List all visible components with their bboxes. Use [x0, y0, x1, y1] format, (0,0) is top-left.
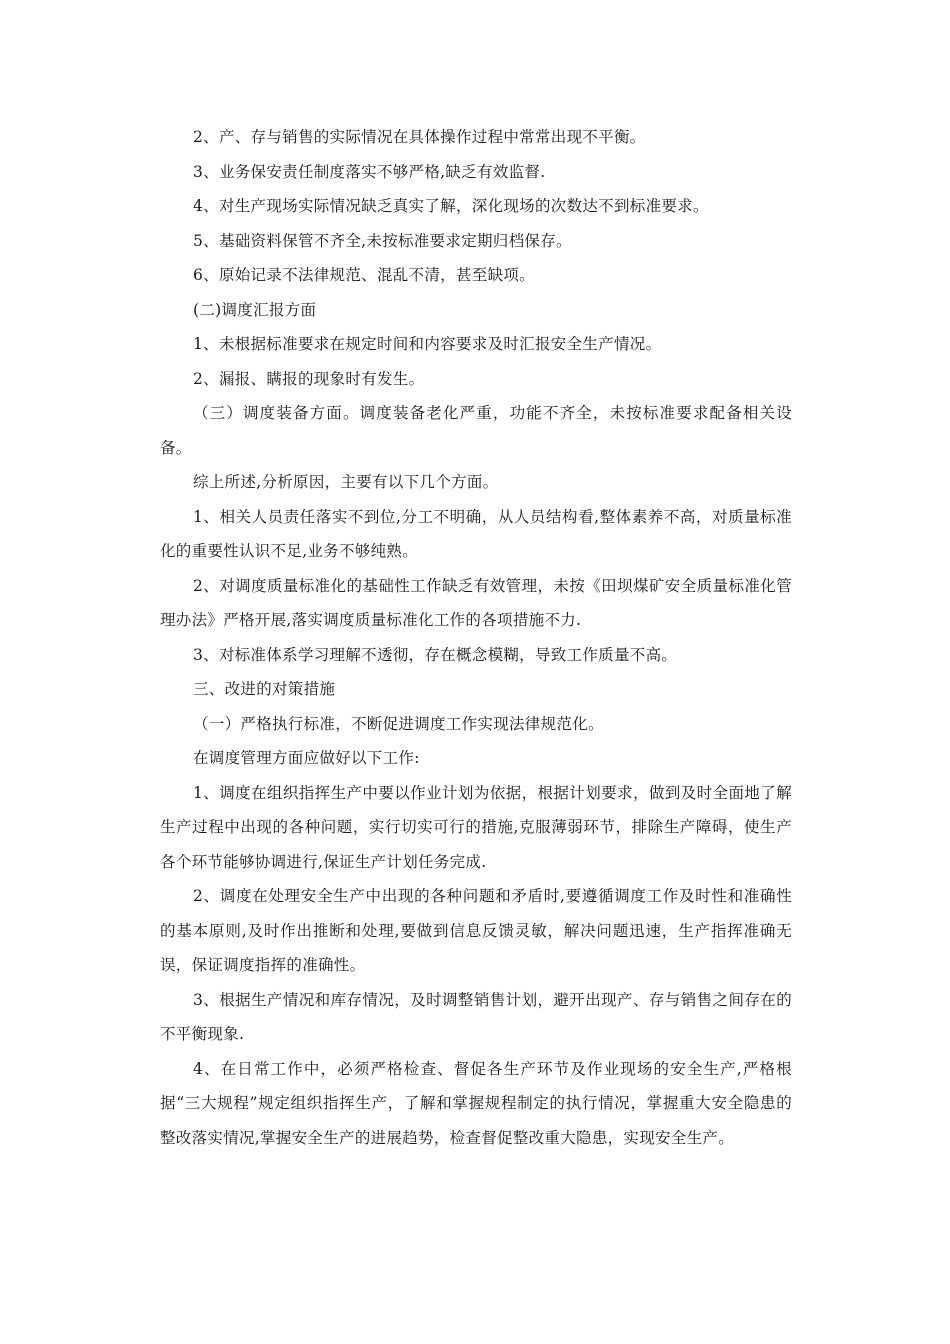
- document-body: [160, 120, 792, 1155]
- paragraph: （三）调度装备方面。调度装备老化严重，功能不齐全，未按标准要求配备相关设备。: [160, 404, 792, 457]
- section-heading: 三、改进的对策措施: [193, 680, 336, 698]
- paragraph: 3、对标准体系学习理解不透彻，存在概念模糊，导致工作质量不高。: [193, 645, 678, 664]
- paragraph: 1、相关人员责任落实不到位,分工不明确，从人员结构看,整体素养不高，对质量标准化的重要性认识不足,业务不够纯熟。: [160, 507, 792, 560]
- paragraph: 2、漏报、瞒报的现象时有发生。: [193, 369, 425, 388]
- paragraph: 在调度管理方面应做好以下工作:: [193, 749, 420, 767]
- paragraph: 2、对调度质量标准化的基础性工作缺乏有效管理，未按《田坝煤矿安全质量标准化管理办法》严格开展,落实调度质量标准化工作的各项措施不力.: [160, 576, 792, 629]
- paragraph: 综上所述,分析原因，主要有以下几个方面。: [193, 473, 499, 491]
- paragraph: 3、根据生产情况和库存情况，及时调整销售计划，避开出现产、存与销售之间存在的不平衡现象.: [160, 990, 792, 1043]
- paragraph: 3、业务保安责任制度落实不够严格,缺乏有效监督.: [193, 162, 546, 181]
- paragraph: 1、未根据标准要求在规定时间和内容要求及时汇报安全生产情况。: [193, 335, 662, 353]
- subsection-heading: （一）严格执行标准，不断促进调度工作实现法律规范化。: [193, 714, 604, 733]
- paragraph: 6、原始记录不法律规范、混乱不清，甚至缺项。: [193, 266, 535, 284]
- paragraph: 2、产、存与销售的实际情况在具体操作过程中常常出现不平衡。: [193, 128, 646, 146]
- paragraph: 1、调度在组织指挥生产中要以作业计划为依据，根据计划要求，做到及时全面地了解生产过程中出现的各种问题，实行切实可行的措施,克服薄弱环节，排除生产障碍，使生产各个环节能够协调进行,保证生产计划任务完成.: [160, 783, 792, 871]
- paragraph: 5、基础资料保管不齐全,未按标准要求定期归档保存。: [193, 231, 572, 250]
- paragraph: 4、对生产现场实际情况缺乏真实了解，深化现场的次数达不到标准要求。: [193, 197, 709, 215]
- paragraph: 4、在日常工作中，必须严格检查、督促各生产环节及作业现场的安全生产,严格根据“三大规程”规定组织指挥生产，了解和掌握规程制定的执行情况，掌握重大安全隐患的整改落实情况,掌握安全生产的进展趋势，检查督促整改重大隐患，实现安全生产。: [160, 1059, 792, 1147]
- paragraph: 2、调度在处理安全生产中出现的各种问题和矛盾时,要遵循调度工作及时性和准确性的基本原则,及时作出推断和处理,要做到信息反馈灵敏，解决问题迅速，生产指挥准确无误，保证调度指挥的准确性。: [160, 887, 792, 974]
- section-heading: (二)调度汇报方面: [193, 300, 317, 319]
